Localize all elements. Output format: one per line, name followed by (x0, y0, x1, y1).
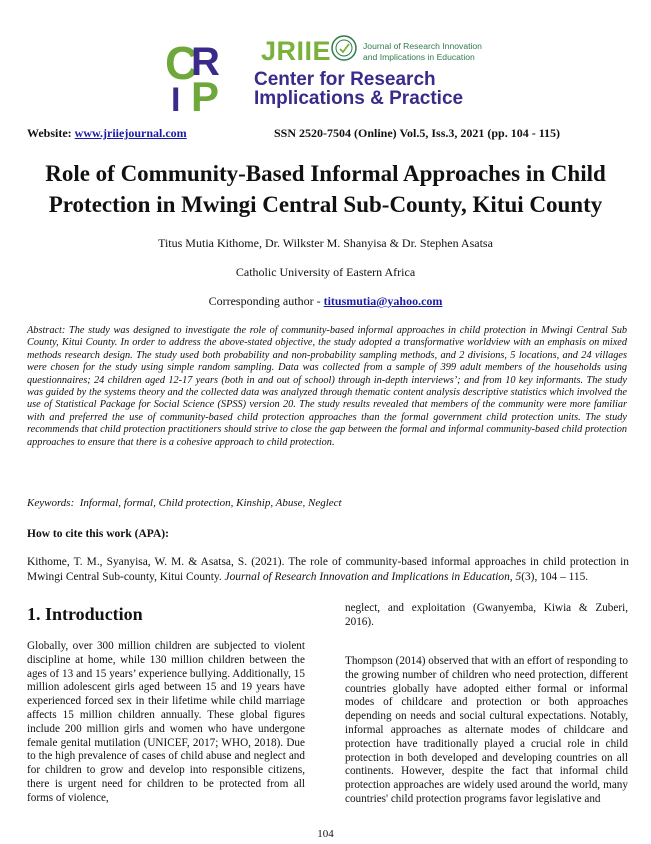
svg-text:P: P (191, 73, 220, 113)
citation-end: (3), 104 – 115. (521, 570, 589, 583)
right-column-paragraph: Thompson (2014) observed that with an effort of responding to the growing number of children who need protection, different countries globally have adopted either formal or informal modes of childcare and protection or both approaches depending on needs and social cultural expectations. Notably, informal approaches as alternate modes of childcare and protection have traditionally played a crucial role in child protection in both developed and developing countries on all continents. However, despite the fact that informal child protection approaches are widely used around the world, many countries' child protection programs favor legislative and (345, 655, 628, 805)
keywords-label: Keywords: (27, 497, 75, 509)
organization-name (254, 70, 463, 108)
corresponding-author (0, 294, 651, 309)
corresponding-email-link[interactable]: titusmutia@yahoo.com (323, 294, 443, 308)
jriie-wordmark: JRIIE (261, 36, 332, 66)
paper-title-line1: Role of Community-Based Informal Approaches in Child (45, 161, 606, 186)
website-label: Website: (27, 126, 72, 140)
paper-title (0, 158, 651, 220)
citation-text (27, 555, 629, 584)
organization-name-line2: Implications & Practice (254, 88, 464, 109)
section-heading-introduction: 1. Introduction (27, 604, 143, 624)
journal-meta-line (27, 126, 624, 141)
citation-heading: How to cite this work (APA): (27, 528, 169, 540)
organization-name-line1: Center for Research (254, 69, 436, 90)
svg-text:I: I (171, 81, 181, 113)
citation-journal: Journal of Research Innovation and Implications in Education, 5 (224, 570, 522, 583)
svg-text:C: C (165, 37, 199, 89)
keywords-text: Informal, formal, Child protection, Kinship, Abuse, Neglect (79, 497, 342, 509)
abstract-text: The study was designed to investigate the role of community-based informal approaches in child protection in Mwingi Central Sub County, Kitui County. In order to address the above-stated objective, the study adopted a transformative worldview with an emphasis on mixed methods research design. The study used both probability and non-probability sampling methods, and 2 divisions, 5 locations, and 24 villages were chosen for the study using simple random sampling. Data was collected from a sample of 399 adult members of the households using questionnaires; 24 children aged 12-17 years (both in and out of school) through in-depth interviews’; and from 10 key informants. The study was guided by the systems theory and the collected data was analyzed through thematic content analysis descriptive statistics which involved the use of Statistical Package for Social Science (SPSS) version 20. The study results revealed that members of the community were more familiar with and preferred the use of community-based child protection approaches than the formal government child protection units. The study recommends that child protection practitioners should strive to close the gap between the formal and informal community-based child protection approaches to ensure that there is a cohesive approach to child protection. (27, 325, 627, 448)
corresponding-label: Corresponding author - (208, 294, 324, 308)
affiliation: Catholic University of Eastern Africa (235, 265, 416, 279)
website-link[interactable]: www.jriiejournal.com (74, 126, 187, 140)
page-number: 104 (317, 828, 334, 840)
issn-volume-info: SSN 2520-7504 (Online) Vol.5, Iss.3, 2021 (pp. 104 - 115) (274, 126, 561, 140)
paper-title-line2: Protection in Mwingi Central Sub-County, Kitui County (48, 192, 603, 217)
journal-tagline-line2: and Implications in Education (363, 52, 475, 62)
abstract-label: Abstract: (27, 325, 66, 336)
right-column-continuation: neglect, and exploitation (Gwanyemba, Kiwia & Zuberi, 2016). (345, 602, 628, 628)
citation-plain: Kithome, T. M., Syanyisa, W. M. & Asatsa, S. (2021). The role of community-based informal approaches in child protection in Mwingi Central Sub-county, Kitui County. (27, 556, 629, 583)
jriie-seal-icon (331, 35, 357, 61)
jriie-logo (261, 36, 331, 67)
svg-text:R: R (191, 40, 220, 84)
journal-tagline-line1: Journal of Research Innovation (363, 41, 482, 51)
crip-logo (161, 35, 249, 113)
journal-tagline (363, 41, 482, 63)
keywords (27, 497, 342, 509)
left-column-paragraph: Globally, over 300 million children are subjected to violent discipline at home, while 130 million children between the ages of 13 and 15 years’ experience bullying. Additionally, 15 million adolescent girls aged between 15 and 19 years have experienced forced sex in their lifetime while child marriage affects 15 million children annually. These global figures include 200 million girls and women who have undergone female genital mutilation (UNICEF, 2017; WHO, 2018). Due to the high prevalence of cases of child abuse and neglect and for children to grow and develop into responsible citizens, there is urgent need for children to be protected from all forms of violence, (27, 640, 305, 804)
author-list: Titus Mutia Kithome, Dr. Wilkster M. Shanyisa & Dr. Stephen Asatsa (158, 236, 493, 250)
abstract (27, 325, 627, 449)
